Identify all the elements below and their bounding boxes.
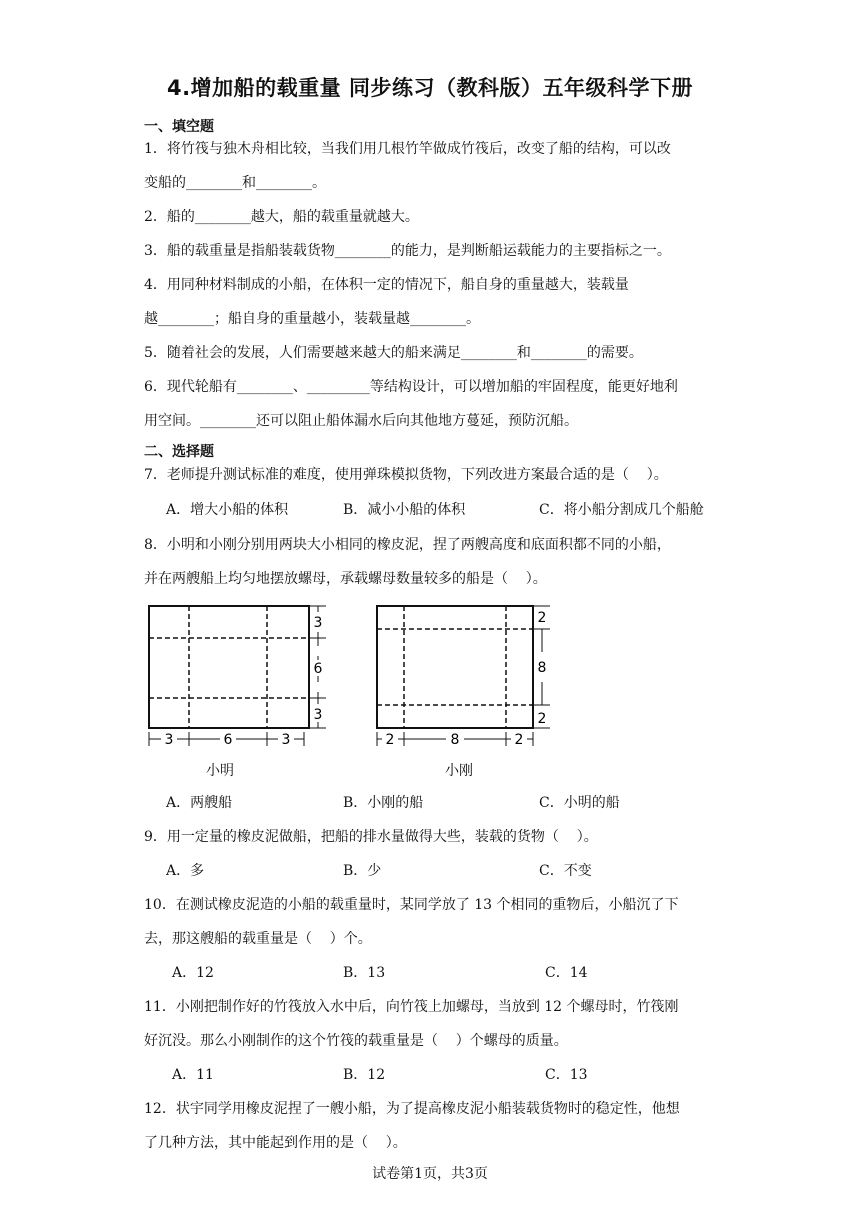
question-10-option-b: B．13 [343,965,386,981]
xiaogang-right-dim-mid: 8 [537,660,547,676]
question-1-line-1: 1．将竹筏与独木舟相比较，当我们用几根竹竿做成竹筏后，改变了船的结构，可以改 [144,141,671,157]
xiaoming-bottom-dim-right: 3 [281,732,291,748]
question-8-option-c: C．小明的船 [539,795,620,811]
question-11-line-1: 11．小刚把制作好的竹筏放入水中后，向竹筏上加螺母，当放到 12 个螺母时，竹筏刚 [144,999,679,1015]
xiaoming-caption: 小明 [206,763,234,779]
question-12-line-2: 了几种方法，其中能起到作用的是（ ）。 [144,1135,407,1151]
question-6-line-2: 用空间。________还可以阻止船体漏水后向其他地方蔓延，预防沉船。 [144,413,578,429]
question-7-option-c: C．将小船分割成几个船舱 [539,502,704,518]
question-2: 2．船的________越大，船的载重量就越大。 [144,209,419,225]
section-heading-fill-blank: 一、填空题 [144,119,214,135]
question-7-option-a: A．增大小船的体积 [166,502,289,518]
page-title: 4.增加船的载重量 同步练习（教科版）五年级科学下册 [167,76,693,100]
question-11-option-b: B．12 [343,1067,386,1083]
question-4-line-2: 越________；船自身的重量越小，装载量越________。 [144,311,480,327]
xiaoming-bottom-dim-left: 3 [164,732,174,748]
question-7-option-b: B．减小小船的体积 [343,502,466,518]
xiaogang-bottom-dim-right: 2 [514,732,524,748]
question-4-line-1: 4．用同种材料制成的小船，在体积一定的情况下，船自身的重量越大，装载量 [144,277,629,293]
question-11-option-a: A．11 [172,1067,214,1083]
question-11-option-c: C．13 [545,1067,588,1083]
xiaoming-right-dim-mid: 6 [313,661,323,677]
question-5: 5．随着社会的发展，人们需要越来越大的船来满足________和________的需要。 [144,345,643,361]
xiaogang-right-dim-bottom: 2 [537,711,547,727]
question-8-option-a: A．两艘船 [166,795,233,811]
xiaogang-bottom-dim-mid: 8 [450,732,460,748]
question-10-option-c: C．14 [545,965,588,981]
section-heading-choice: 二、选择题 [144,444,214,460]
question-10-line-2: 去，那这艘船的载重量是（ ）个。 [144,931,372,947]
question-9-option-a: A．多 [166,863,205,879]
xiaoming-bottom-dim-mid: 6 [223,732,233,748]
question-8-option-b: B．小刚的船 [343,795,424,811]
xiaogang-boat-net-diagram [370,598,570,750]
xiaogang-bottom-dim-left: 2 [385,732,395,748]
question-9-stem: 9．用一定量的橡皮泥做船，把船的排水量做得大些，装载的货物（ ）。 [144,829,598,845]
question-8-line-1: 8．小明和小刚分别用两块大小相同的橡皮泥，捏了两艘高度和底面积都不同的小船， [144,537,671,553]
xiaogang-right-dim-top: 2 [537,610,547,626]
question-10-line-1: 10．在测试橡皮泥造的小船的载重量时，某同学放了 13 个相同的重物后，小船沉了下 [144,897,679,913]
xiaoming-right-dim-bottom: 3 [313,707,323,723]
question-8-line-2: 并在两艘船上均匀地摆放螺母，承载螺母数量较多的船是（ ）。 [144,571,547,587]
question-6-line-1: 6．现代轮船有________、_________等结构设计，可以增加船的牢固程度，能更好地利 [144,379,678,395]
question-9-option-b: B．少 [343,863,382,879]
page-footer: 试卷第1页，共3页 [372,1166,488,1182]
xiaoming-boat-net-diagram [140,598,340,750]
question-12-line-1: 12．状宇同学用橡皮泥捏了一艘小船，为了提高橡皮泥小船装载货物时的稳定性，他想 [144,1101,680,1117]
question-7-stem: 7．老师提升测试标准的难度，使用弹珠模拟货物，下列改进方案最合适的是（ ）。 [144,467,668,483]
question-3: 3．船的载重量是指船装载货物________的能力，是判断船运载能力的主要指标之一。 [144,243,671,259]
question-1-line-2: 变船的________和________。 [144,175,326,191]
question-9-option-c: C．不变 [539,863,592,879]
xiaogang-caption: 小刚 [445,763,473,779]
question-11-line-2: 好沉没。那么小刚制作的这个竹筏的载重量是（ ）个螺母的质量。 [144,1033,568,1049]
question-10-option-a: A．12 [172,965,214,981]
xiaoming-right-dim-top: 3 [313,615,323,631]
